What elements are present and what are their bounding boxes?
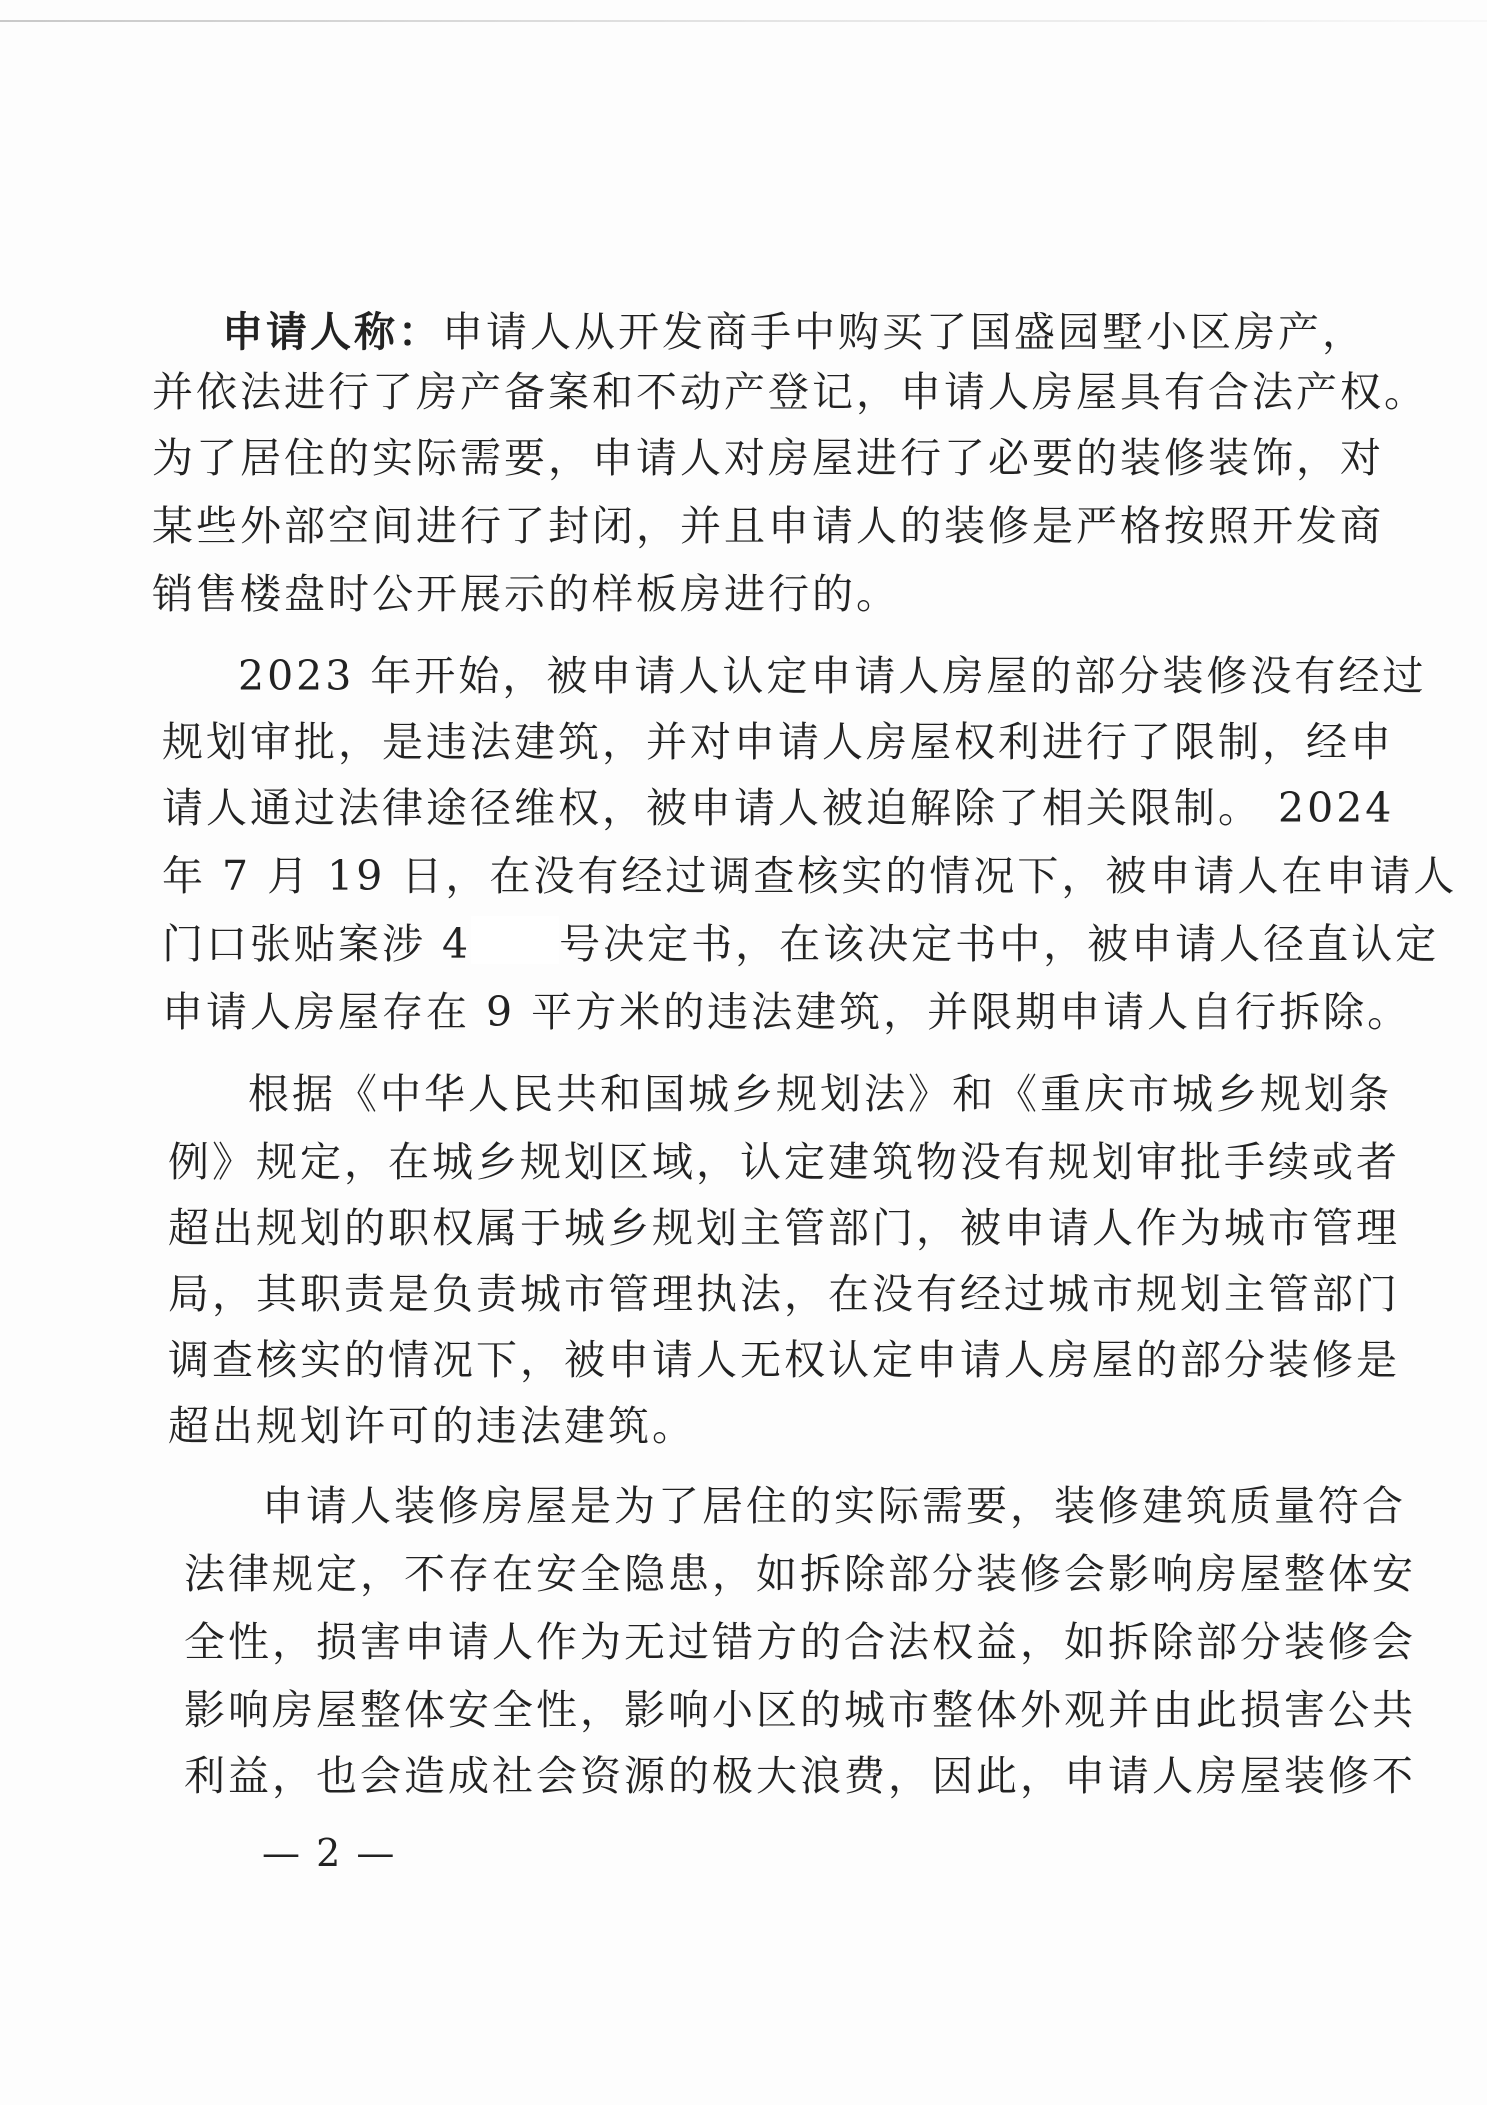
paragraph-4-line-4: 影响房屋整体安全性，影响小区的城市整体外观并由此损害公共 — [184, 1686, 1416, 1734]
redacted-case-number — [471, 916, 559, 964]
paragraph-3-line-1: 根据《中华人民共和国城乡规划法》和《重庆市城乡规划条 — [248, 1070, 1392, 1118]
paragraph-3-line-4: 局，其职责是负责城市管理执法，在没有经过城市规划主管部门 — [168, 1270, 1400, 1318]
paragraph-4-line-5: 利益，也会造成社会资源的极大浪费，因此，申请人房屋装修不 — [184, 1752, 1416, 1800]
paragraph-2-line-1: 2023 年开始，被申请人认定申请人房屋的部分装修没有经过 — [238, 652, 1427, 700]
paragraph-4-line-2: 法律规定，不存在安全隐患，如拆除部分装修会影响房屋整体安 — [184, 1550, 1416, 1598]
paragraph-2-line-4: 年 7 月 19 日，在没有经过调查核实的情况下，被申请人在申请人 — [162, 852, 1458, 900]
paragraph-4-line-1: 申请人装修房屋是为了居住的实际需要，装修建筑质量符合 — [262, 1482, 1406, 1530]
paragraph-1-line-2: 并依法进行了房产备案和不动产登记，申请人房屋具有合法产权。 — [152, 368, 1428, 416]
paragraph-4-line-3: 全性，损害申请人作为无过错方的合法权益，如拆除部分装修会 — [184, 1618, 1416, 1666]
paragraph-1-line-5: 销售楼盘时公开展示的样板房进行的。 — [152, 570, 900, 618]
scan-edge-line — [0, 20, 1487, 22]
paragraph-3-line-5: 调查核实的情况下，被申请人无权认定申请人房屋的部分装修是 — [168, 1336, 1400, 1384]
paragraph-1-line-1: 申请人称：申请人从开发商手中购买了国盛园墅小区房产， — [222, 308, 1366, 356]
paragraph-1-line-3: 为了居住的实际需要，申请人对房屋进行了必要的装修装饰，对 — [152, 434, 1384, 482]
paragraph-1-line-4: 某些外部空间进行了封闭，并且申请人的装修是严格按照开发商 — [152, 502, 1384, 550]
paragraph-2-line-5: 门口张贴案涉 4 号决定书，在该决定书中，被申请人径直认定 — [162, 914, 1439, 974]
applicant-claims-label: 申请人称： — [222, 308, 442, 356]
paragraph-2-line-6: 申请人房屋存在 9 平方米的违法建筑，并限期申请人自行拆除。 — [162, 988, 1412, 1036]
paragraph-3-line-3: 超出规划的职权属于城乡规划主管部门，被申请人作为城市管理 — [168, 1204, 1400, 1252]
paragraph-2-line-3: 请人通过法律途径维权，被申请人被迫解除了相关限制。 2024 — [162, 784, 1395, 832]
page-number: — 2 — — [262, 1831, 397, 1875]
paragraph-3-line-2: 例》规定，在城乡规划区域，认定建筑物没有规划审批手续或者 — [168, 1138, 1400, 1186]
paragraph-2-line-2: 规划审批，是违法建筑，并对申请人房屋权利进行了限制，经申 — [162, 718, 1394, 766]
paragraph-3-line-6: 超出规划许可的违法建筑。 — [168, 1402, 696, 1450]
